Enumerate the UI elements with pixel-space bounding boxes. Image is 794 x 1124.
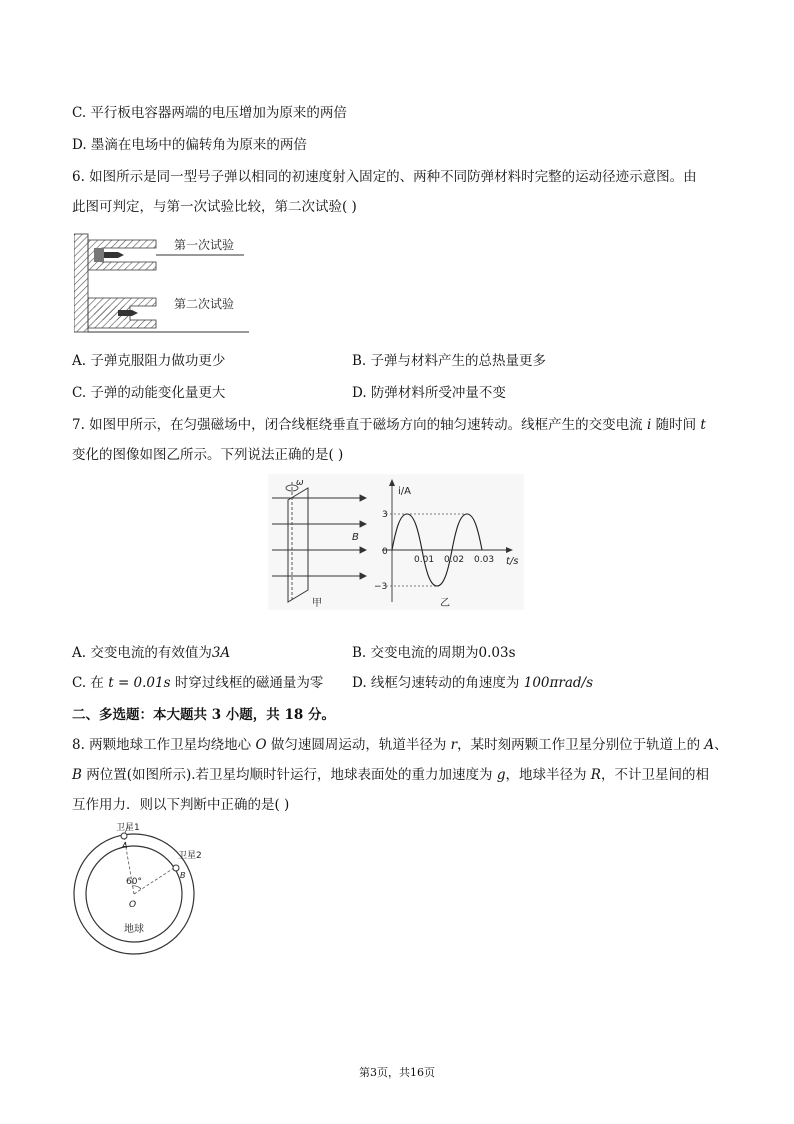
q7-origin: 0 bbox=[382, 547, 388, 557]
q8-sat1-label: 卫星1 bbox=[116, 823, 140, 833]
q7-xtick-2: 0.03 bbox=[474, 555, 495, 565]
q8-line1-segment-3: r bbox=[450, 737, 458, 753]
q7-xtick-0: 0.01 bbox=[414, 555, 435, 565]
q8-line2-segment-5: ，不计卫星间的相 bbox=[600, 767, 709, 783]
q8-figure bbox=[66, 822, 222, 962]
q8-satellite-2 bbox=[173, 865, 179, 871]
q8-point-a: A bbox=[122, 841, 128, 850]
q6-stem-line2: 此图可判定，与第一次试验比较，第二次试验( ) bbox=[72, 199, 357, 215]
q6-option-a: A. 子弹克服阻力做功更少 bbox=[72, 353, 226, 369]
q6-option-d: D. 防弹材料所受冲量不变 bbox=[352, 385, 506, 401]
q7-caption-left: 甲 bbox=[312, 598, 322, 609]
q6-label-1: 第一次试验 bbox=[174, 238, 235, 252]
q7-option-a: A. 交变电流的有效值为3A bbox=[72, 645, 231, 661]
q6-wall bbox=[74, 234, 88, 332]
q8-stem-line3: 互作用力．则以下判断中正确的是( ) bbox=[72, 797, 290, 813]
q8-center-label: O bbox=[129, 900, 137, 910]
q5-option-c: C. 平行板电容器两端的电压增加为原来的两倍 bbox=[72, 105, 347, 121]
q6-stem-line1: 6. 如图所示是同一型号子弹以相同的初速度射入固定的、两种不同防弹材料时完整的运动径迹示意图。由 bbox=[72, 169, 697, 185]
q7-figure bbox=[268, 474, 524, 610]
q7-ylabel: i/A bbox=[398, 486, 411, 497]
q8-stem-line2 bbox=[72, 766, 709, 784]
q8-stem-line1 bbox=[72, 736, 728, 754]
q7-omega-label: ω bbox=[296, 478, 304, 488]
q6-figure bbox=[74, 228, 254, 338]
q8-angle-label: 60° bbox=[126, 877, 142, 887]
section-heading-multiple-choice: 二、多选题：本大题共 3 小题，共 18 分。 bbox=[72, 707, 335, 723]
q8-line1-segment-5: A bbox=[704, 737, 715, 753]
q6-bullet-2 bbox=[118, 310, 138, 316]
q6-option-b: B. 子弹与材料产生的总热量更多 bbox=[352, 353, 547, 369]
q8-satellite-1 bbox=[121, 833, 127, 839]
q7-ytick-max: 3 bbox=[382, 510, 388, 520]
q8-point-b: B bbox=[180, 871, 186, 880]
q7-option-c: C. 在 t = 0.01s 时穿过线框的磁通量为零 bbox=[72, 675, 324, 691]
q8-earth-label: 地球 bbox=[124, 924, 144, 935]
q8-line2-segment-3: ，地球半径为 bbox=[505, 767, 591, 783]
q8-sat2-label: 卫星2 bbox=[178, 851, 202, 861]
q8-line1-segment-2: 做匀速圆周运动，轨道半径为 bbox=[266, 737, 451, 753]
q7-stem-line2: 变化的图像如图乙所示。下列说法正确的是( ) bbox=[72, 447, 344, 463]
q7-caption-right: 乙 bbox=[440, 598, 450, 609]
q5-option-d: D. 墨滴在电场中的偏转角为原来的两倍 bbox=[72, 137, 307, 153]
q7-field-label: B bbox=[352, 532, 359, 543]
q6-bullet-1 bbox=[104, 252, 124, 258]
q7-xlabel: t/s bbox=[506, 556, 519, 567]
q8-line1-segment-0: 8. 两颗地球工作卫星均绕地心 bbox=[72, 737, 256, 753]
q8-line1-segment-6: 、 bbox=[714, 737, 728, 753]
q6-option-c: C. 子弹的动能变化量更大 bbox=[72, 385, 226, 401]
q7-option-b: B. 交变电流的周期为0.03s bbox=[352, 645, 516, 661]
q7-stem-line1: 7. 如图甲所示，在匀强磁场中，闭合线框绕垂直于磁场方向的轴匀速转动。线框产生的交变电流 i 随时间 t bbox=[72, 417, 706, 433]
q8-line2-segment-0: B bbox=[72, 767, 82, 783]
q8-line2-segment-4: R bbox=[590, 767, 601, 783]
q7-option-d: D. 线框匀速转动的角速度为 100πrad/s bbox=[352, 675, 593, 691]
q8-line2-segment-2: g bbox=[496, 767, 506, 783]
q6-label-2: 第二次试验 bbox=[174, 297, 235, 311]
q8-line1-segment-4: ，某时刻两颗工作卫星分别位于轨道上的 bbox=[457, 737, 705, 753]
q7-xtick-1: 0.02 bbox=[444, 555, 465, 565]
page-footer: 第3页，共16页 bbox=[359, 1066, 435, 1079]
q8-line1-segment-1: O bbox=[255, 737, 267, 753]
q8-line2-segment-1: 两位置(如图所示).若卫星均顺时针运行，地球表面处的重力加速度为 bbox=[81, 767, 497, 783]
q7-ytick-min: −3 bbox=[374, 582, 388, 592]
